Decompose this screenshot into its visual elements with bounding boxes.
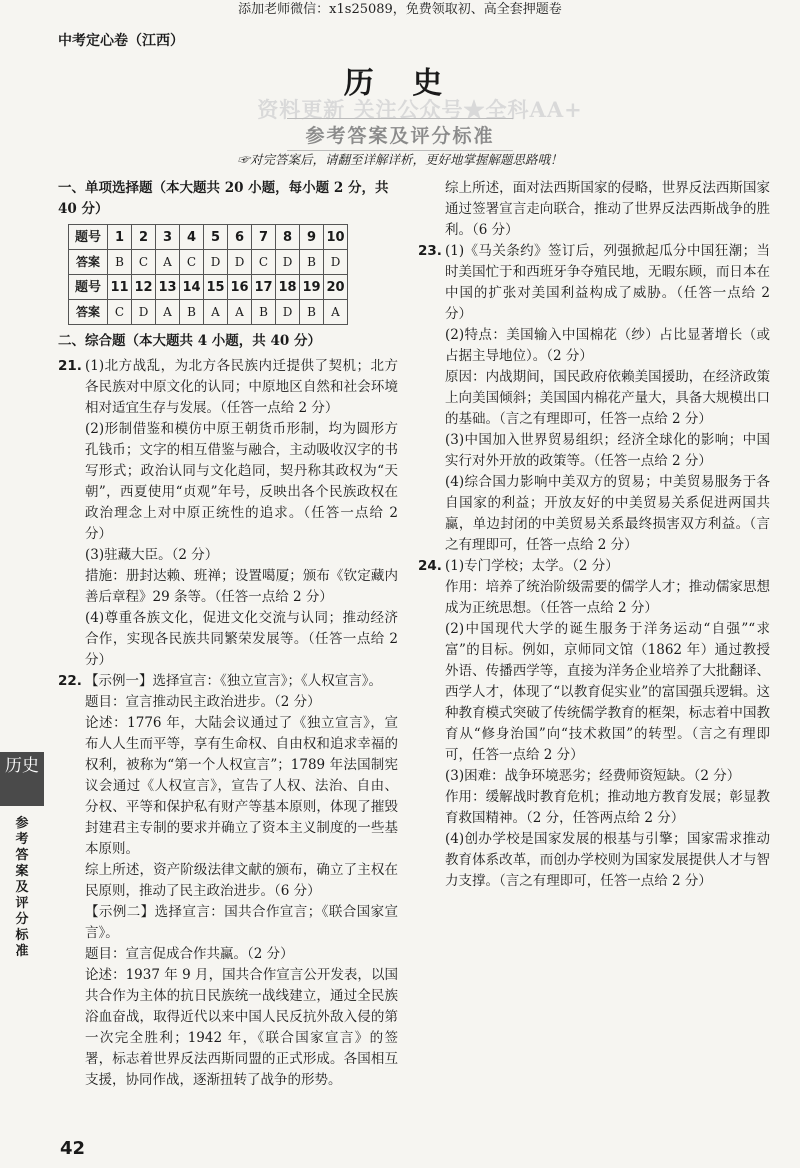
answer-paragraph: (1)北方战乱，为北方各民族内迁提供了契机；北方各民族对中原文化的认同；中原地区自然和社会环境相对适宜生存与发展。（任答一点给 2 分） xyxy=(85,358,398,416)
page-number: 42 xyxy=(60,1138,86,1159)
ans-cell: B xyxy=(300,250,324,275)
answer-paragraph: 题目：宣言促成合作共赢。（2 分） xyxy=(85,946,294,962)
section-1-heading: 一、单项选择题（本大题共 20 小题，每小题 2 分，共 40 分） xyxy=(58,180,389,217)
num-cell: 2 xyxy=(132,225,156,250)
num-cell: 20 xyxy=(324,275,348,300)
section-2-heading: 二、综合题（本大题共 4 小题，共 40 分） xyxy=(58,333,321,349)
question-22 xyxy=(58,671,398,1091)
ans-cell: D xyxy=(132,300,156,325)
page-title: 历 史 xyxy=(343,66,457,101)
num-cell: 9 xyxy=(300,225,324,250)
head-ans-cell: 答案 xyxy=(69,300,108,325)
answer-paragraph: 论述：1937 年 9 月，国共合作宣言公开发表，以国共合作为主体的抗日民族统一战线建立，通过全民族浴血奋战，取得近代以来中国人民反抗外敌入侵的第一次完全胜利；1942 年，《联合国家宣言》的签署，标志着世界反法西斯同盟的正式形成。各国相互支援，协同作战，逐渐扭转了战争的形势。 xyxy=(85,967,398,1088)
ans-cell: B xyxy=(300,300,324,325)
answer-table-row-nums-1 xyxy=(69,225,348,250)
answer-table xyxy=(68,224,348,325)
num-cell: 16 xyxy=(228,275,252,300)
question-number: 23. xyxy=(418,243,442,259)
question-number: 21. xyxy=(58,358,82,374)
ans-cell: C xyxy=(180,250,204,275)
ans-cell: D xyxy=(276,250,300,275)
question-number: 22. xyxy=(58,673,82,689)
answer-paragraph: (2)特点：美国输入中国棉花（纱）占比显著增长（或占据主导地位）。（2 分） xyxy=(445,327,770,364)
answer-paragraph: 题目：宣言推动民主政治进步。（2 分） xyxy=(85,694,321,710)
num-cell: 19 xyxy=(300,275,324,300)
answer-paragraph: 措施：册封达赖、班禅；设置噶厦；颁布《钦定藏内善后章程》29 条等。（任答一点给 2 分） xyxy=(85,568,398,605)
num-cell: 18 xyxy=(276,275,300,300)
answer-paragraph: 【示例二】选择宣言：国共合作宣言；《联合国家宣言》。 xyxy=(85,904,398,941)
answer-paragraph: 原因：内战期间，国民政府依赖美国援助，在经济政策上向美国倾斜；美国国内棉花产量大，具备大规模出口的基础。（言之有理即可，任答一点给 2 分） xyxy=(445,369,770,427)
num-cell: 5 xyxy=(204,225,228,250)
answer-table-row-nums-2 xyxy=(69,275,348,300)
num-cell: 1 xyxy=(108,225,132,250)
ans-cell: C xyxy=(132,250,156,275)
answer-paragraph: 作用：缓解战时教育危机；推动地方教育发展；彰显教育救国精神。（2 分，任答两点给 2 分） xyxy=(445,789,770,826)
answer-paragraph: 论述：1776 年，大陆会议通过了《独立宣言》，宣布人人生而平等，享有生命权、自由权和追求幸福的权利，被称为“第一个人权宣言”；1789 年法国制宪议会通过《人权宣言》，宣告了人权、法治、自由、分权、平等和保护私有财产等基本原则，体现了摧毁封建君主专制的要求并确立了资本主义制度的一些基本原则。 xyxy=(85,715,398,857)
num-cell: 10 xyxy=(324,225,348,250)
tip-text: ☞对完答案后，请翻至详解详析，更好地掌握解题思路哦！ xyxy=(237,152,563,167)
answer-paragraph: (1)《马关条约》签订后，列强掀起瓜分中国狂潮；当时美国忙于和西班牙争夺殖民地，无暇东顾，而日本在中国的扩张对美国利益构成了威胁。（任答一点给 2 分） xyxy=(445,243,770,322)
answer-table-row-ans-1 xyxy=(69,250,348,275)
subject-tab: 历史 xyxy=(0,752,44,806)
answer-paragraph: (4)综合国力影响中美双方的贸易；中美贸易服务于各自国家的利益；开放友好的中美贸易关系促进两国共赢，单边封闭的中美贸易关系最终损害双方利益。（言之有理即可，任答一点给 2 分） xyxy=(445,474,770,553)
page-subtitle: 参考答案及评分标准 xyxy=(287,118,512,151)
ans-cell: B xyxy=(180,300,204,325)
watermark-text: 资料更新 关注公众号★全科AA+ xyxy=(257,97,583,122)
left-column xyxy=(58,178,398,1091)
num-cell: 8 xyxy=(276,225,300,250)
answer-paragraph: (2)中国现代大学的诞生服务于洋务运动“自强”“求富”的目标。例如，京师同文馆（1862 年）通过教授外语、传播西学等，直接为洋务企业培养了大批翻译、西学人才，体现了“以教育促实业”的富国强兵逻辑。这种教育模式突破了传统儒学教育的框架，标志着中国教育从“修身治国”向“技术救国”的转型。（言之有理即可，任答一点给 2 分） xyxy=(445,621,770,763)
num-cell: 15 xyxy=(204,275,228,300)
right-column xyxy=(418,178,770,892)
question-21 xyxy=(58,356,398,671)
num-cell: 11 xyxy=(108,275,132,300)
answer-paragraph: (3)困难：战争环境恶劣；经费师资短缺。（2 分） xyxy=(445,768,741,784)
num-cell: 6 xyxy=(228,225,252,250)
answer-paragraph: 作用：培养了统治阶级需要的儒学人才；推动儒家思想成为正统思想。（任答一点给 2 分） xyxy=(445,579,770,616)
head-num-cell: 题号 xyxy=(69,225,108,250)
question-24 xyxy=(418,556,770,892)
num-cell: 7 xyxy=(252,225,276,250)
question-22-continued xyxy=(418,178,770,241)
ans-cell: A xyxy=(204,300,228,325)
answer-paragraph: (1)专门学校；太学。（2 分） xyxy=(445,558,619,574)
answer-paragraph: (4)创办学校是国家发展的根基与引擎；国家需求推动教育体系改革，而创办学校则为国家发展提供人才与智力支撑。（言之有理即可，任答一点给 2 分） xyxy=(445,831,770,889)
ans-cell: B xyxy=(252,300,276,325)
answer-paragraph: 【示例一】选择宣言：《独立宣言》；《人权宣言》。 xyxy=(85,673,382,689)
ans-cell: A xyxy=(156,300,180,325)
side-vertical-label: 参考答案及评分标准 xyxy=(15,816,29,959)
series-label: 中考定心卷（江西） xyxy=(58,33,184,49)
ans-cell: C xyxy=(108,300,132,325)
num-cell: 3 xyxy=(156,225,180,250)
answer-paragraph: 综上所述，面对法西斯国家的侵略，世界反法西斯国家通过签署宣言走向联合，推动了世界反法西斯战争的胜利。（6 分） xyxy=(445,180,770,238)
answer-paragraph: (4)尊重各族文化，促进文化交流与认同；推动经济合作，实现各民族共同繁荣发展等。（任答一点给 2 分） xyxy=(85,610,398,668)
answer-paragraph: (3)驻藏大臣。（2 分） xyxy=(85,547,219,563)
num-cell: 13 xyxy=(156,275,180,300)
question-number: 24. xyxy=(418,558,442,574)
num-cell: 14 xyxy=(180,275,204,300)
num-cell: 4 xyxy=(180,225,204,250)
question-23 xyxy=(418,241,770,556)
num-cell: 17 xyxy=(252,275,276,300)
ans-cell: A xyxy=(156,250,180,275)
answer-table-row-ans-2 xyxy=(69,300,348,325)
head-num-cell: 题号 xyxy=(69,275,108,300)
answer-paragraph: (2)形制借鉴和模仿中原王朝货币形制，均为圆形方孔钱币；文字的相互借鉴与融合，主动吸收汉字的书写形式；政治认同与文化趋同，契丹称其政权为“天朝”，西夏使用“贞观”年号，反映出各个民族政权在政治理念上对中原正统性的追求。（任答一点给 2 分） xyxy=(85,421,398,542)
ans-cell: B xyxy=(108,250,132,275)
head-ans-cell: 答案 xyxy=(69,250,108,275)
ans-cell: D xyxy=(276,300,300,325)
ans-cell: D xyxy=(324,250,348,275)
ans-cell: D xyxy=(204,250,228,275)
ans-cell: C xyxy=(252,250,276,275)
ans-cell: A xyxy=(228,300,252,325)
answer-paragraph: (3)中国加入世界贸易组织；经济全球化的影响；中国实行对外开放的政策等。（任答一点给 2 分） xyxy=(445,432,770,469)
ans-cell: D xyxy=(228,250,252,275)
ans-cell: A xyxy=(324,300,348,325)
answer-paragraph: 综上所述，资产阶级法律文献的颁布，确立了主权在民原则，推动了民主政治进步。（6 分） xyxy=(85,862,398,899)
num-cell: 12 xyxy=(132,275,156,300)
top-banner: 添加老师微信：x1s25089，免费领取初、高全套押题卷 xyxy=(238,2,562,17)
